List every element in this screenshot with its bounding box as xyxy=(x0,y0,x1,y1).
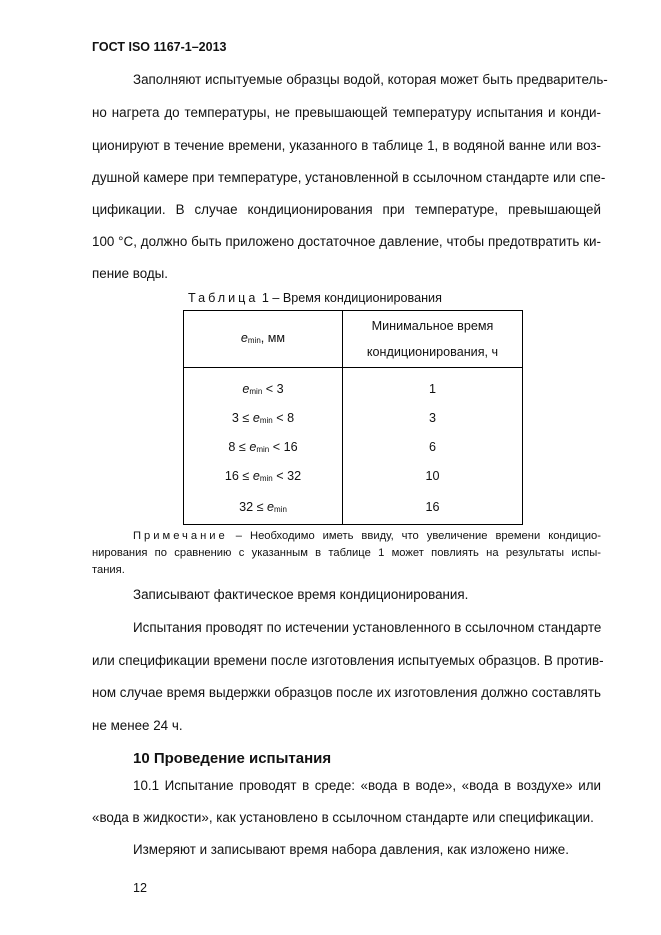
cell-thickness-range: $8 \le e_{min} < 16$ xyxy=(184,432,343,461)
table-row xyxy=(184,461,523,490)
table-caption xyxy=(188,291,442,305)
note-line: тания. xyxy=(92,564,125,576)
cell-thickness-range: $3 \le e_{min} < 8$ xyxy=(184,403,343,432)
text-line: пение воды. xyxy=(92,266,169,281)
table-header-row xyxy=(184,311,523,368)
page-number: 12 xyxy=(133,881,148,895)
note-label: Примечание xyxy=(133,530,228,542)
text-line: 100 °С, должно быть приложено достаточное давление, чтобы предотвратить ки- xyxy=(92,234,601,249)
conditioning-time-table xyxy=(183,310,523,525)
text-line: «вода в жидкости», как установлено в ссылочном стандарте или спецификации. xyxy=(92,810,594,825)
cell-time-value: 1 xyxy=(343,368,523,404)
cell-time-value: 6 xyxy=(343,432,523,461)
text-line: ном случае время выдержки образцов после их изготовления должно составлять xyxy=(92,685,601,700)
text-line: цификации. В случае кондиционирования при температуре, превышающей xyxy=(92,202,601,217)
text-line: ционируют в течение времени, указанного в таблице 1, в водяной ванне или воз- xyxy=(92,138,601,153)
table-row xyxy=(184,368,523,404)
cell-thickness-range: $16 \le e_{min} < 32$ xyxy=(184,461,343,490)
table-row xyxy=(184,490,523,524)
section-heading: 10 Проведение испытания xyxy=(133,750,332,767)
cell-thickness-range: $e_{min} < 3$ xyxy=(184,368,343,404)
text-line: 10.1 Испытание проводят в среде: «вода в воде», «вода в воздухе» или xyxy=(133,778,601,793)
cell-time-value: 3 xyxy=(343,403,523,432)
paragraph-record-time: Записывают фактическое время кондиционирования. xyxy=(133,587,469,602)
table-caption-text: 1 – Время кондиционирования xyxy=(258,291,442,305)
text-line: душной камере при температуре, установленной в ссылочном стандарте или спе- xyxy=(92,170,606,185)
text-line: не менее 24 ч. xyxy=(92,718,183,733)
text-line: Заполняют испытуемые образцы водой, которая может быть предваритель- xyxy=(133,72,608,87)
text-line: Испытания проводят по истечении установленного в ссылочном стандарте xyxy=(133,620,602,635)
text-line: но нагрета до температуры, не превышающей температуру испытания и конди- xyxy=(92,105,601,120)
column-header-min-time: Минимальное время кондиционирования, ч xyxy=(343,311,523,368)
note-line: Примечание – Необходимо иметь ввиду, что увеличение времени кондицио- xyxy=(133,530,601,542)
text-line: или спецификации времени после изготовления испытуемых образцов. В против- xyxy=(92,653,604,668)
table-caption-label: Таблица xyxy=(188,291,259,305)
table-row xyxy=(184,403,523,432)
cell-time-value: 16 xyxy=(343,490,523,524)
cell-time-value: 10 xyxy=(343,461,523,490)
column-header-thickness: $e_{min}$, мм xyxy=(184,311,343,368)
cell-thickness-range: $32 \le e_{min}$ xyxy=(184,490,343,524)
table-row xyxy=(184,432,523,461)
note-line: нирования по сравнению с указанным в таблице 1 может повлиять на результаты испы- xyxy=(92,547,601,559)
paragraph-measure-pressure: Измеряют и записывают время набора давления, как изложено ниже. xyxy=(133,842,569,857)
document-header: ГОСТ ISO 1167-1–2013 xyxy=(92,40,227,54)
